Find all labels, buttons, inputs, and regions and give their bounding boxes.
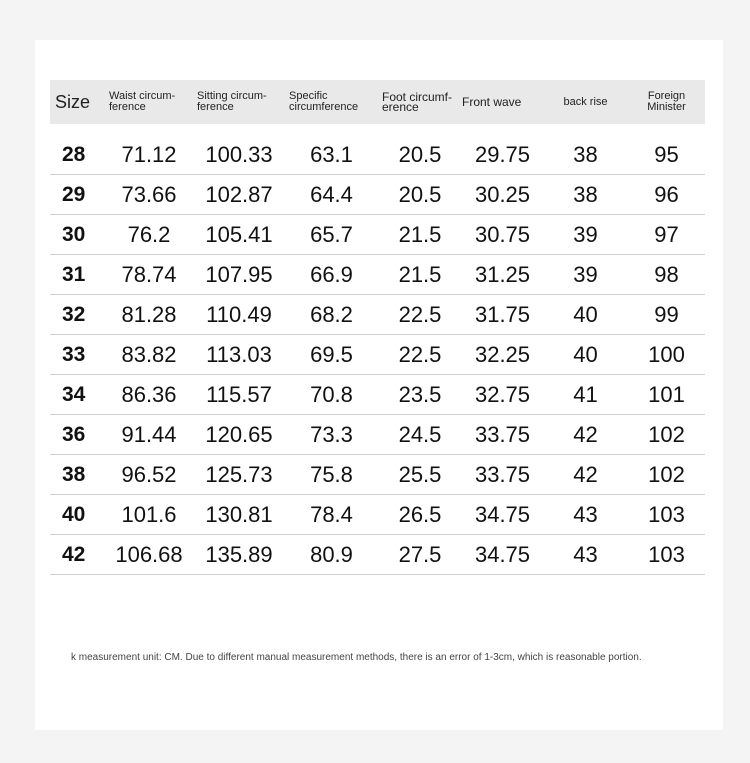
cell-foot: 26.5 — [398, 501, 442, 527]
table-row — [50, 175, 705, 215]
cell-waist: 91.44 — [121, 421, 177, 447]
cell-sitting: 113.03 — [206, 341, 272, 367]
cell-foot: 20.5 — [398, 181, 442, 207]
cell-sitting: 100.33 — [205, 141, 273, 167]
cell-waist: 96.52 — [121, 461, 177, 487]
cell-waist: 106.68 — [115, 541, 183, 567]
table-body — [50, 135, 705, 575]
cell-front-wave: 31.25 — [474, 261, 531, 287]
cell-sitting: 115.57 — [206, 381, 272, 407]
cell-back-rise: 43 — [573, 501, 598, 527]
cell-sitting: 135.89 — [205, 541, 273, 567]
cell-waist: 81.28 — [121, 301, 177, 327]
cell-foot: 21.5 — [398, 261, 442, 287]
cell-specific: 66.9 — [310, 261, 353, 287]
cell-waist: 83.82 — [121, 341, 177, 367]
cell-front-wave: 30.25 — [474, 181, 531, 207]
cell-back-rise: 42 — [573, 421, 598, 447]
cell-front-wave: 29.75 — [474, 141, 531, 167]
table-row — [50, 535, 705, 575]
cell-foreign-minister: 103 — [648, 541, 685, 567]
cell-sitting: 102.87 — [205, 181, 273, 207]
cell-foreign-minister: 102 — [648, 461, 685, 487]
cell-foot: 22.5 — [398, 341, 442, 367]
table-row — [50, 495, 705, 535]
cell-foot: 24.5 — [398, 421, 442, 447]
measurement-footnote: k measurement unit: CM. Due to different manual measurement methods, there is an error of 1-3cm, which is reasonable portion. — [71, 652, 642, 663]
header-sitting-circumference: Sitting circum-ference — [197, 90, 267, 113]
cell-foot: 23.5 — [398, 381, 442, 407]
cell-size: 36 — [62, 422, 86, 446]
cell-front-wave: 34.75 — [474, 541, 531, 567]
header-foreign-minister: Foreign Minister — [647, 90, 686, 113]
cell-front-wave: 33.75 — [474, 421, 531, 447]
cell-back-rise: 42 — [573, 461, 598, 487]
cell-foreign-minister: 97 — [654, 221, 679, 247]
cell-foreign-minister: 98 — [654, 261, 679, 287]
cell-foreign-minister: 95 — [654, 141, 679, 167]
table-row — [50, 215, 705, 255]
cell-sitting: 110.49 — [206, 301, 272, 327]
table-row — [50, 455, 705, 495]
cell-foreign-minister: 96 — [654, 181, 679, 207]
table-row — [50, 255, 705, 295]
cell-sitting: 120.65 — [205, 421, 273, 447]
cell-foot: 22.5 — [398, 301, 442, 327]
cell-sitting: 105.41 — [205, 221, 273, 247]
cell-back-rise: 43 — [573, 541, 598, 567]
table-row — [50, 415, 705, 455]
cell-back-rise: 38 — [573, 141, 598, 167]
cell-foreign-minister: 101 — [648, 381, 685, 407]
cell-waist: 78.74 — [121, 261, 177, 287]
cell-specific: 69.5 — [310, 341, 353, 367]
header-front-wave: Front wave — [462, 95, 522, 109]
cell-back-rise: 40 — [573, 301, 598, 327]
cell-front-wave: 32.75 — [474, 381, 531, 407]
cell-specific: 64.4 — [310, 181, 353, 207]
cell-waist: 101.6 — [121, 501, 177, 527]
table-row — [50, 335, 705, 375]
cell-specific: 78.4 — [310, 501, 353, 527]
cell-size: 32 — [62, 302, 86, 326]
cell-specific: 70.8 — [310, 381, 353, 407]
cell-front-wave: 33.75 — [474, 461, 531, 487]
cell-waist: 76.2 — [127, 221, 171, 247]
cell-waist: 71.12 — [121, 141, 177, 167]
table-header-row — [50, 80, 705, 124]
cell-foot: 27.5 — [398, 541, 442, 567]
cell-waist: 73.66 — [121, 181, 177, 207]
cell-foreign-minister: 102 — [648, 421, 685, 447]
cell-size: 40 — [62, 502, 86, 526]
cell-foreign-minister: 103 — [648, 501, 685, 527]
cell-size: 28 — [62, 142, 86, 166]
cell-size: 30 — [62, 222, 86, 246]
header-size: Size — [55, 92, 91, 112]
header-specific-circumference: Specific circumference — [289, 90, 359, 113]
header-waist-circumference: Waist circum-ference — [109, 90, 176, 113]
cell-specific: 68.2 — [310, 301, 353, 327]
cell-back-rise: 38 — [573, 181, 598, 207]
header-foot-circumference: Foot circumf-erence — [382, 90, 453, 114]
cell-sitting: 125.73 — [205, 461, 273, 487]
table-row — [50, 135, 705, 175]
cell-foreign-minister: 100 — [648, 341, 685, 367]
cell-front-wave: 31.75 — [474, 301, 531, 327]
cell-foreign-minister: 99 — [654, 301, 679, 327]
cell-specific: 73.3 — [310, 421, 353, 447]
cell-foot: 20.5 — [398, 141, 442, 167]
cell-size: 42 — [62, 542, 86, 566]
cell-back-rise: 40 — [573, 341, 598, 367]
table-row — [50, 375, 705, 415]
cell-foot: 21.5 — [398, 221, 442, 247]
cell-waist: 86.36 — [121, 381, 177, 407]
cell-back-rise: 39 — [573, 221, 598, 247]
cell-front-wave: 30.75 — [474, 221, 531, 247]
cell-sitting: 107.95 — [205, 261, 273, 287]
size-table — [50, 80, 705, 575]
cell-size: 29 — [62, 182, 86, 206]
cell-front-wave: 32.25 — [474, 341, 531, 367]
cell-back-rise: 39 — [573, 261, 598, 287]
cell-specific: 75.8 — [310, 461, 353, 487]
cell-size: 33 — [62, 342, 86, 366]
cell-specific: 63.1 — [310, 141, 353, 167]
size-chart-card — [35, 40, 723, 730]
cell-size: 38 — [62, 462, 86, 486]
header-back-rise: back rise — [563, 95, 608, 108]
cell-size: 31 — [62, 262, 86, 286]
cell-back-rise: 41 — [573, 381, 598, 407]
cell-size: 34 — [62, 382, 86, 406]
cell-front-wave: 34.75 — [474, 501, 531, 527]
cell-specific: 65.7 — [310, 221, 353, 247]
cell-foot: 25.5 — [398, 461, 442, 487]
table-row — [50, 295, 705, 335]
cell-sitting: 130.81 — [205, 501, 273, 527]
cell-specific: 80.9 — [310, 541, 353, 567]
